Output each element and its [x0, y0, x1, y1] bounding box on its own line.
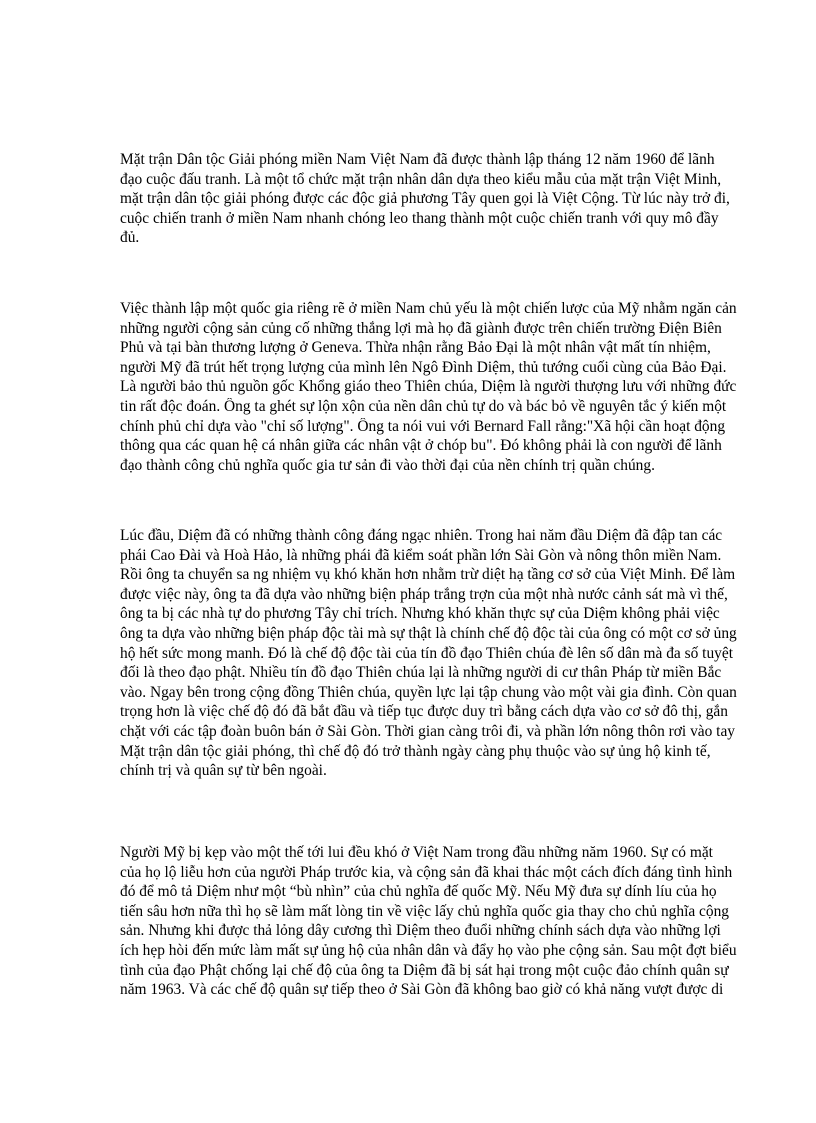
- text-line: chính phủ chỉ dựa vào "chỉ số lượng". Ông ta nói vui với Bernard Fall rằng:"Xã hội cần hoạt động: [120, 417, 726, 435]
- text-line: được việc này, ông ta đã dựa vào những biện pháp trắng trợn của một nhà nước cảnh sát mà vì thế,: [120, 585, 728, 603]
- text-line: những người cộng sản củng cố những thắng lợi mà họ đã giành được trên chiến trường Điện Biên: [120, 319, 722, 337]
- text-line: đối là theo đạo phật. Nhiều tín đồ đạo Thiên chúa lại là những người di cư thân Pháp từ miền Bắc: [120, 664, 722, 682]
- text-line: đó để mô tả Diệm như một “bù nhìn” của chủ nghĩa đế quốc Mỹ. Nếu Mỹ đưa sự dính líu của họ: [120, 883, 717, 901]
- text-line: hộ hết sức mong manh. Đó là chế độ độc tài của tín đồ đạo Thiên chúa đè lên số dân mà đa số tuyệt: [120, 644, 733, 662]
- text-line: ông ta dựa vào những biện pháp độc tài mà sự thật là chính chế độ độc tài của ông có một cơ sở ủng: [120, 624, 737, 642]
- text-line: Rồi ông ta chuyển sa ng nhiệm vụ khó khăn hơn nhằm trừ diệt hạ tầng cơ sở của Việt Minh. Để làm: [120, 566, 736, 584]
- text-line: Người Mỹ bị kẹp vào một thế tới lui đều khó ở Việt Nam trong đầu những năm 1960. Sự có mặt: [120, 844, 713, 861]
- text-line: của họ lộ liễu hơn của người Pháp trước kia, và cộng sản đã khai thác một cách đích đáng tình hình: [120, 863, 733, 881]
- text-line: phái Cao Đài và Hoà Hảo, là những phái đã kiểm soát phần lớn Sài Gòn và nông thôn miền Nam.: [120, 546, 722, 564]
- text-line: tình của đạo Phật chống lại chế độ của ông ta Diệm đã bị sát hại trong một cuộc đảo chính quân sự: [120, 961, 729, 979]
- text-line: người Mỹ đã trút hết trọng lượng của mình lên Ngô Đình Diệm, thủ tướng cuối cùng của Bảo Đại.: [120, 358, 727, 376]
- text-line: chặt với các tập đoàn buôn bán ở Sài Gòn. Thời gian càng trôi đi, và phần lớn nông thôn rơi vào tay: [120, 722, 736, 740]
- text-line: năm 1963. Và các chế độ quân sự tiếp theo ở Sài Gòn đã không bao giờ có khả năng vượt được di: [120, 981, 724, 999]
- text-line: tin rất độc đoán. Ông ta ghét sự lộn xộn của nền dân chủ tự do và bác bỏ về nguyên tắc ý kiến một: [120, 397, 727, 415]
- text-line: Là người bảo thủ nguồn gốc Khổng giáo theo Thiên chúa, Diệm là người thượng lưu với những đức: [120, 378, 737, 396]
- text-line: đủ.: [120, 229, 140, 247]
- text-line: đạo thành công chủ nghĩa quốc gia tư sản đi vào thời đại của nền chính trị quần chúng.: [120, 456, 655, 474]
- text-line: vào. Ngay bên trong cộng đồng Thiên chúa, quyền lực lại tập chung vào một vài gia đình. Còn quan: [120, 683, 737, 701]
- text-line: tiến sâu hơn nữa thì họ sẽ làm mất lòng tin về việc lấy chủ nghĩa quốc gia thay cho chủ nghĩa cộng: [120, 902, 730, 920]
- text-line: ông ta bị các nhà tự do phương Tây chỉ trích. Nhưng khó khăn thực sự của Diệm không phải việc: [120, 605, 720, 623]
- text-line: đạo cuộc đấu tranh. Là một tổ chức mặt trận nhân dân dựa theo kiểu mẫu của mặt trận Việt Minh,: [120, 170, 722, 188]
- text-line: sản. Nhưng khi được thả lỏng dây cương thì Diệm theo đuổi những chính sách dựa vào những lợi: [120, 922, 721, 940]
- text-line: Mặt trận dân tộc giải phóng, thì chế độ đó trở thành ngày càng phụ thuộc vào sự ủng hộ kinh tế,: [120, 742, 711, 760]
- text-line: mặt trận dân tộc giải phóng được các độc giả phương Tây quen gọi là Việt Cộng. Từ lúc này trở đi,: [120, 190, 730, 208]
- text-line: Phủ và tại bàn thương lượng ở Geneva. Thừa nhận rằng Bảo Đại là một nhân vật mất tín nhiệm,: [120, 339, 711, 357]
- text-line: Mặt trận Dân tộc Giải phóng miền Nam Việt Nam đã được thành lập tháng 12 năm 1960 để lãnh: [120, 151, 715, 168]
- text-line: chính trị và quân sự từ bên ngoài.: [120, 762, 327, 780]
- text-line: Việc thành lập một quốc gia riêng rẽ ở miền Nam chủ yếu là một chiến lược của Mỹ nhằm ngăn cản: [120, 300, 737, 317]
- paragraph-1: [120, 150, 816, 248]
- paragraph-2: [120, 299, 816, 475]
- paragraph-4: [120, 843, 816, 1000]
- text-line: thông qua các quan hệ cá nhân giữa các nhân vật ở chóp bu". Đó không phải là con người để lãnh: [120, 437, 722, 455]
- paragraph-3: [120, 526, 816, 781]
- text-line: cuộc chiến tranh ở miền Nam nhanh chóng leo thang thành một cuộc chiến tranh với quy mô đầy: [120, 209, 719, 227]
- text-line: ích hẹp hòi đến mức làm mất sự ủng hộ của nhân dân và đẩy họ vào phe cộng sản. Sau một đợt biểu: [120, 941, 737, 959]
- text-line: Lúc đầu, Diệm đã có những thành công đáng ngạc nhiên. Trong hai năm đầu Diệm đã đập tan các: [120, 527, 723, 544]
- text-line: trọng hơn là việc chế độ đó đã bắt đầu và tiếp tục được duy trì bằng cách dựa vào cơ sở đô thị, gắn: [120, 703, 728, 721]
